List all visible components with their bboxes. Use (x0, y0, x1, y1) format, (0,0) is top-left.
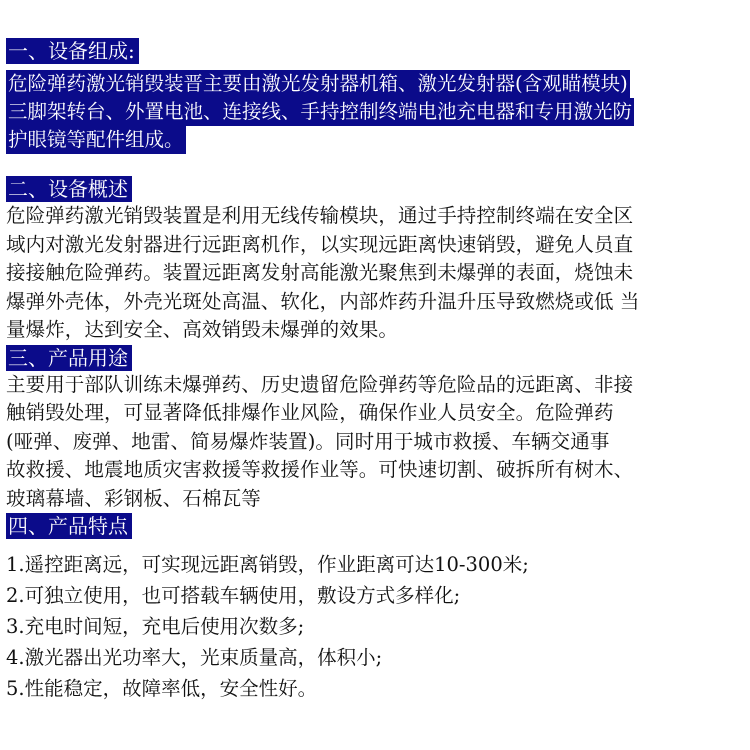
section-3-heading: 三、产品用途 (6, 345, 132, 371)
feature-list-item: 4.激光器出光功率大，光束质量高，体积小; (6, 646, 383, 669)
feature-list-item: 1.遥控距离远，可实现远距离销毁，作业距离可达10-300米; (6, 553, 529, 576)
section-1-line: 危险弹药激光销毁装晋主要由激光发射器机箱、激光发射器(含观瞄模块) (6, 70, 744, 98)
section-2-heading-row (6, 176, 744, 202)
section-1-line: 三脚架转台、外置电池、连接线、手持控制终端电池充电器和专用激光防 (6, 98, 744, 126)
section-3-heading-row (6, 345, 744, 371)
feature-list-item: 3.充电时间短，充电后使用次数多; (6, 615, 305, 638)
section-2-line: 量爆炸，达到安全、高效销毁未爆弹的效果。 (6, 318, 399, 341)
document-page (6, 38, 744, 704)
section-2-line: 域内对激光发射器进行远距离机作，以实现远距离快速销毁，避免人员直 (6, 232, 634, 256)
section-4-heading-row (6, 513, 744, 539)
section-4-heading: 四、产品特点 (6, 513, 132, 539)
section-1-heading-row (6, 38, 744, 64)
feature-list-item: 2.可独立使用，也可搭载车辆使用，敷设方式多样化; (6, 584, 461, 607)
section-3-line: (哑弹、废弹、地雷、简易爆炸装置)。同时用于城市救援、车辆交通事 (6, 429, 610, 453)
section-2-heading: 二、设备概述 (6, 176, 132, 202)
section-2-line: 危险弹药激光销毁装置是利用无线传输模块，通过手持控制终端在安全区 (6, 204, 634, 227)
section-2-line: 爆弹外壳体，外壳光斑处高温、软化，内部炸药升温升压导致燃烧或低 当 (6, 289, 640, 313)
section-3-line: 主要用于部队训练未爆弹药、历史遗留危险弹药等危险品的远距离、非接 (6, 372, 634, 396)
section-3-line: 玻璃幕墙、彩钢板、石棉瓦等 (6, 486, 261, 510)
section-2-line: 接接触危险弹药。装置远距离发射高能激光聚焦到未爆弹的表面，烧蚀未 (6, 261, 634, 284)
section-3-line: 故救援、地震地质灾害救援等救援作业等。可快速切割、破拆所有树木、 (6, 458, 634, 481)
section-1-heading: 一、设备组成: (6, 38, 139, 64)
section-3-line: 触销毁处理，可显著降低排爆作业风险，确保作业人员安全。危险弹药 (6, 401, 614, 424)
section-1-line: 护眼镜等配件组成。 (6, 126, 744, 154)
feature-list-item: 5.性能稳定，故障率低，安全性好。 (6, 677, 318, 700)
